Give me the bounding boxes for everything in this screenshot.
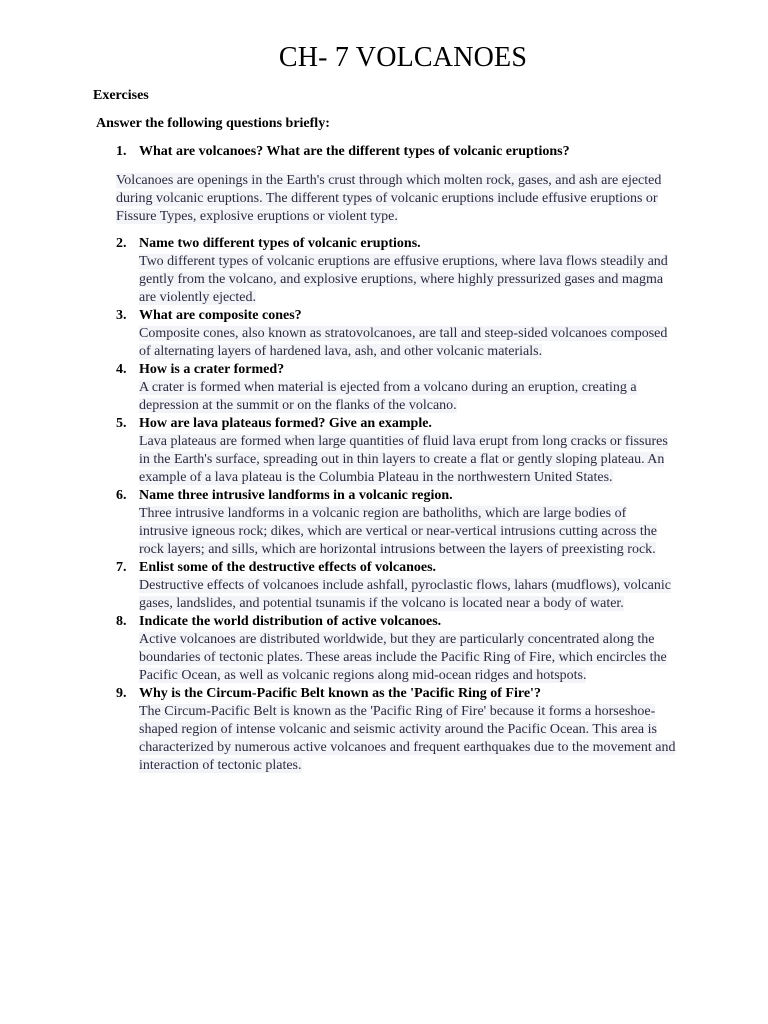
- question-text: Indicate the world distribution of active volcanoes.: [139, 614, 442, 629]
- question-number: 3.: [116, 308, 127, 323]
- question-number: 6.: [116, 488, 127, 503]
- answer-text: Volcanoes are openings in the Earth's crust through which molten rock, gases, and ash are ejected during volcanic eruptions. The different types of volcanic eruptions include effusive eruptions or Fissure Types, explosive eruptions or violent type.: [116, 173, 662, 224]
- page-title: CH- 7 VOLCANOES: [278, 42, 528, 73]
- question-number: 7.: [116, 560, 127, 575]
- section-label: Exercises: [93, 88, 149, 103]
- question-item-7: [116, 559, 696, 613]
- question-item-4: [116, 361, 696, 415]
- question-text: Why is the Circum-Pacific Belt known as the 'Pacific Ring of Fire'?: [139, 686, 541, 701]
- question-number: 9.: [116, 686, 127, 701]
- question-list: [116, 235, 696, 775]
- question-number: 1.: [116, 144, 127, 159]
- question-text: What are composite cones?: [139, 308, 302, 323]
- answer-text: Lava plateaus are formed when large quantities of fluid lava erupt from long cracks or fissures in the Earth's surface, spreading out in thin layers to create a flat or gently sloping plateau. An example of a lava plateau is the Columbia Plateau in the northwestern United States.: [139, 434, 668, 485]
- answer-text: Three intrusive landforms in a volcanic region are batholiths, which are large bodies of intrusive igneous rock; dikes, which are vertical or near-vertical intrusions cutting across the rock layers; and sills, which are horizontal intrusions between the layers of preexisting rock.: [139, 506, 657, 557]
- answer-text: Two different types of volcanic eruptions are effusive eruptions, where lava flows steadily and gently from the volcano, and explosive eruptions, where highly pressurized gases and magma are violently ejected.: [139, 254, 668, 305]
- question-number: 8.: [116, 614, 127, 629]
- answer-text: A crater is formed when material is ejected from a volcano during an eruption, creating a depression at the summit or on the flanks of the volcano.: [139, 380, 637, 413]
- answer-text: The Circum-Pacific Belt is known as the 'Pacific Ring of Fire' because it forms a horseshoe-shaped region of intense volcanic and seismic activity around the Pacific Ocean. This area is characterized by numerous active volcanoes and frequent earthquakes due to the movement and interaction of tectonic plates.: [139, 704, 676, 773]
- question-text: How is a crater formed?: [139, 362, 285, 377]
- question-number: 4.: [116, 362, 127, 377]
- question-text: Name three intrusive landforms in a volcanic region.: [139, 488, 453, 503]
- answer-text: Active volcanoes are distributed worldwide, but they are particularly concentrated along the boundaries of tectonic plates. These areas include the Pacific Ring of Fire, which encircles the Pacific Ocean, as well as volcanic regions along mid-ocean ridges and hotspots.: [139, 632, 667, 683]
- question-item-6: [116, 487, 696, 559]
- question-item-5: [116, 415, 696, 487]
- question-text: Enlist some of the destructive effects of volcanoes.: [139, 560, 437, 575]
- answer-text: Composite cones, also known as stratovolcanoes, are tall and steep-sided volcanoes composed of alternating layers of hardened lava, ash, and other volcanic materials.: [139, 326, 668, 359]
- question-item-9: [116, 685, 696, 775]
- question-text: How are lava plateaus formed? Give an example.: [139, 416, 432, 431]
- question-item-3: [116, 307, 696, 361]
- question-number: 2.: [116, 236, 127, 251]
- question-item-1: [116, 144, 696, 226]
- question-text: What are volcanoes? What are the different types of volcanic eruptions?: [139, 144, 570, 159]
- answer-text: Destructive effects of volcanoes include ashfall, pyroclastic flows, lahars (mudflows), volcanic gases, landslides, and potential tsunamis if the volcano is located near a body of water.: [139, 578, 671, 611]
- question-item-2: [116, 235, 696, 307]
- question-text: Name two different types of volcanic eruptions.: [139, 236, 421, 251]
- question-item-8: [116, 613, 696, 685]
- question-number: 5.: [116, 416, 127, 431]
- instruction-text: Answer the following questions briefly:: [96, 116, 330, 131]
